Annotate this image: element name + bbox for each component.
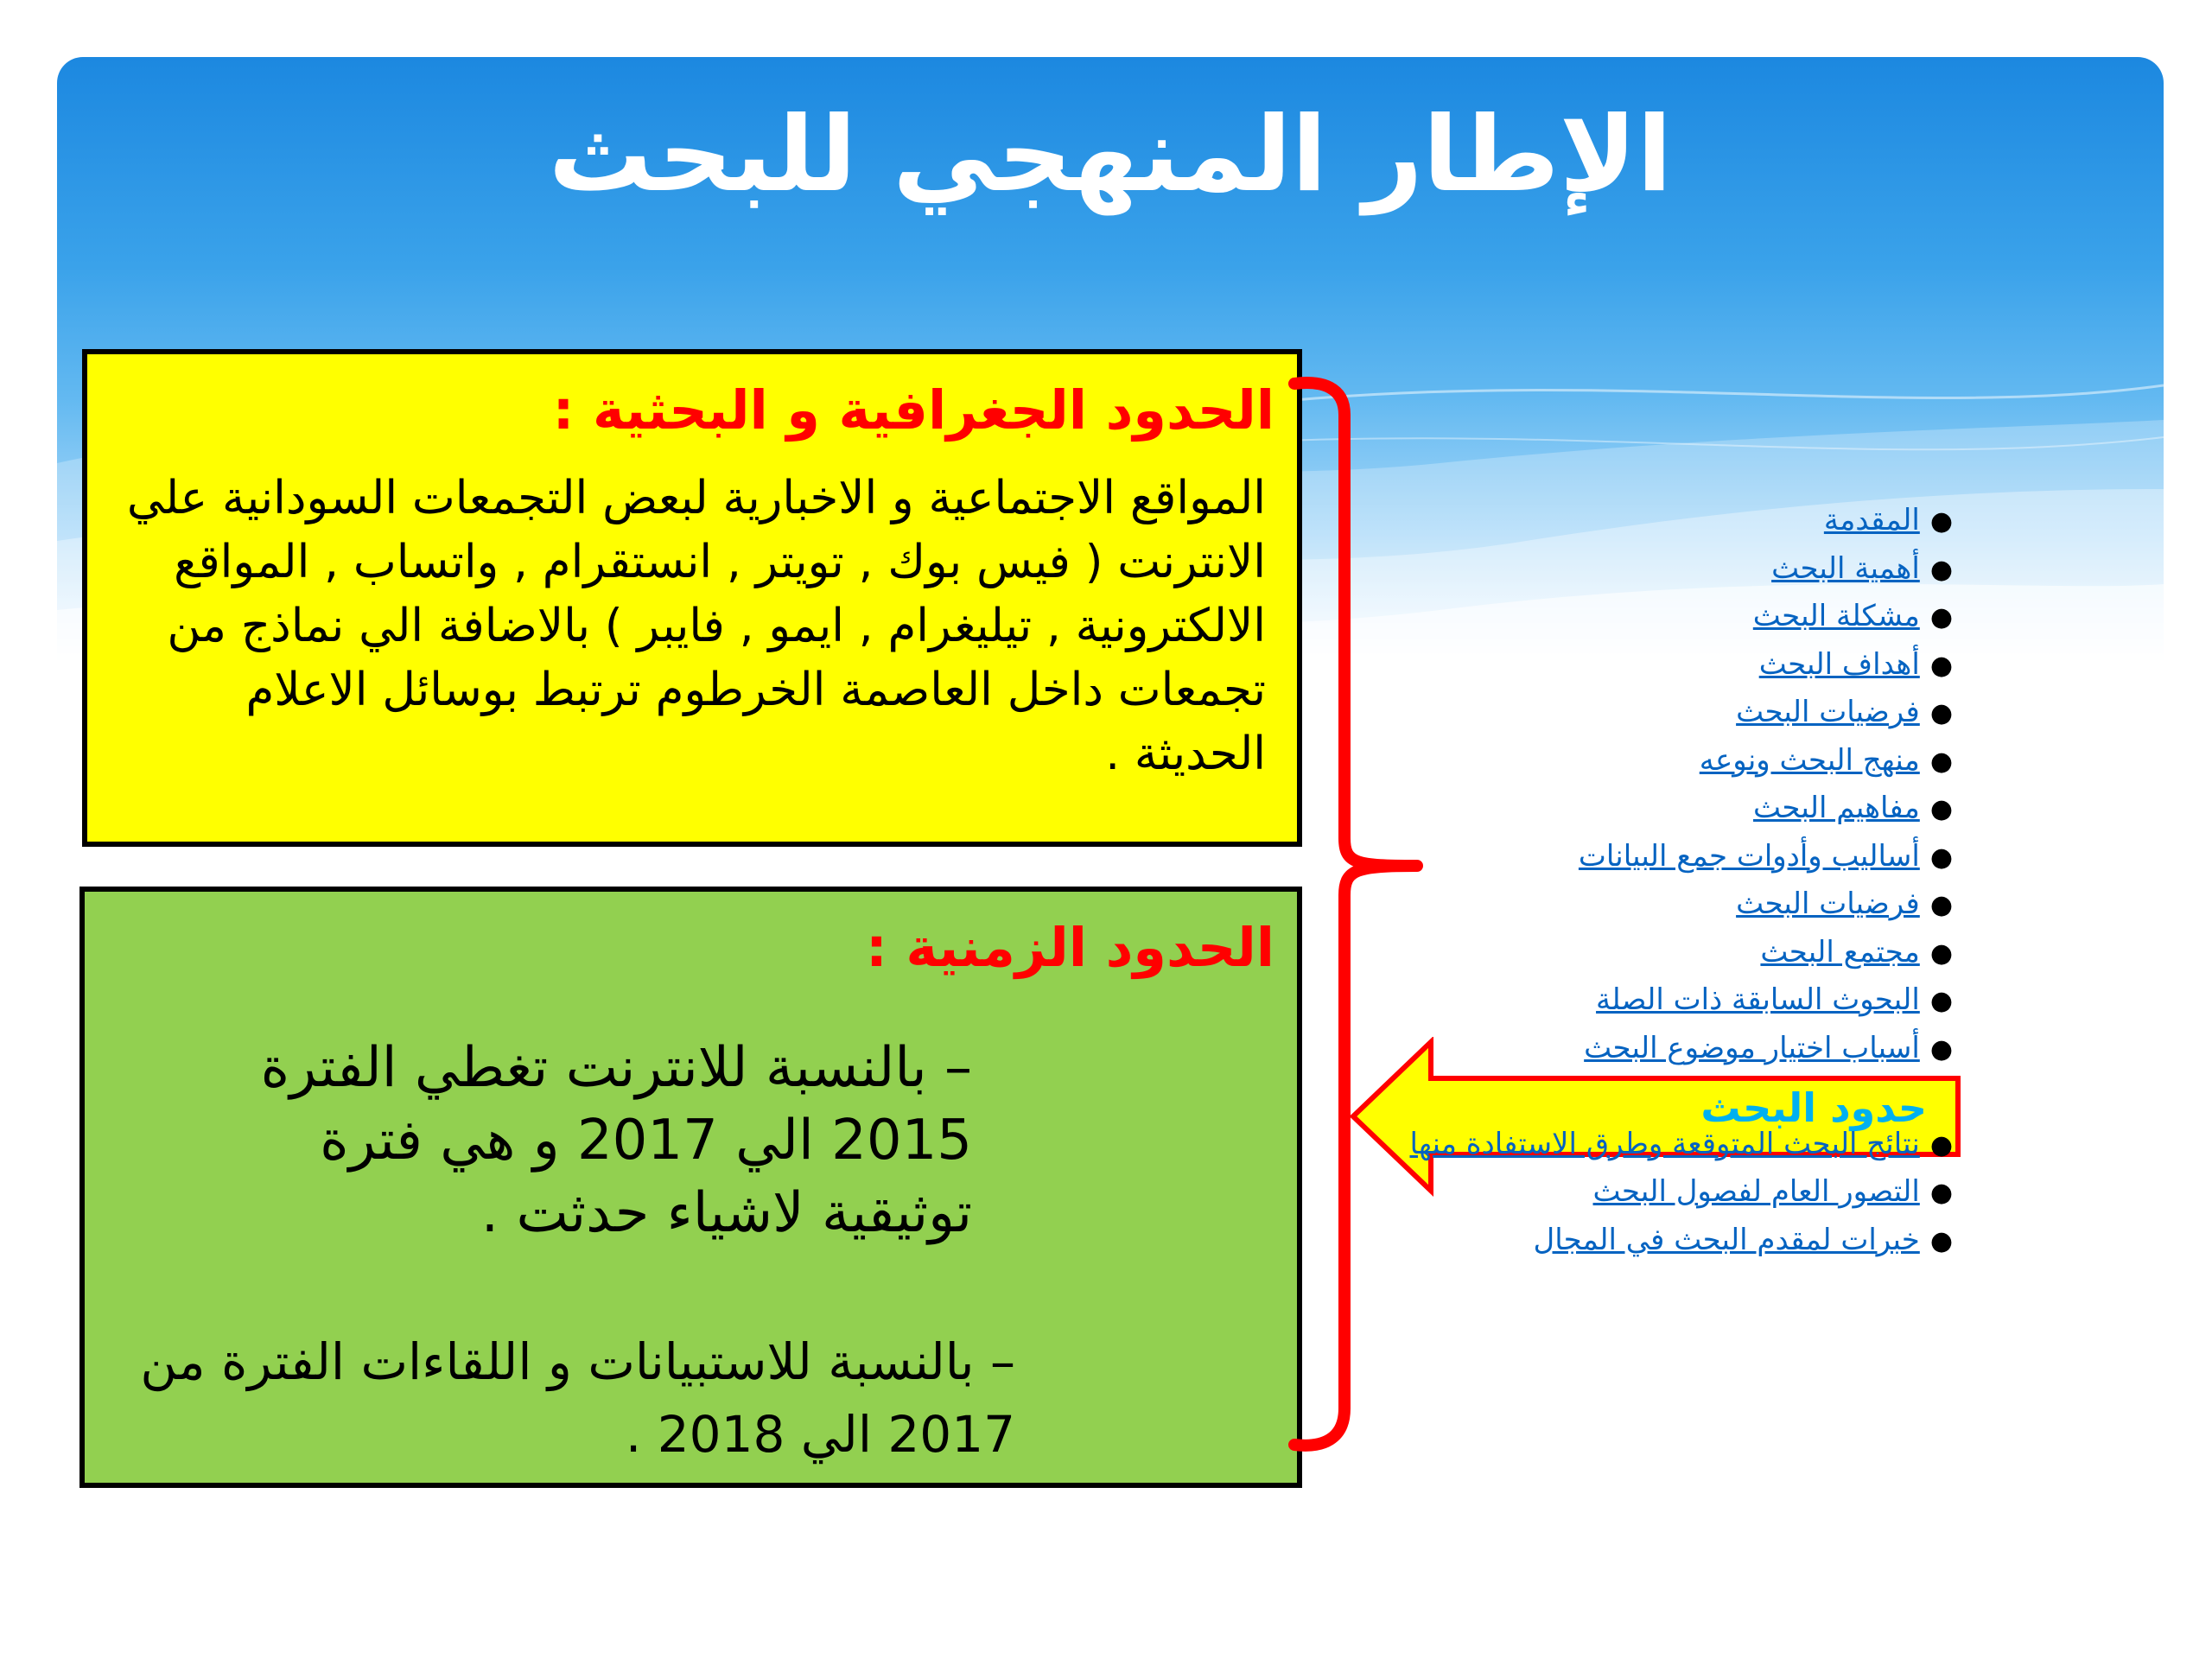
dash-bullet: – (926, 1036, 972, 1100)
toc-item[interactable] (1279, 1217, 1953, 1265)
toc-link[interactable]: أساليب وأدوات جمع البيانات (1578, 838, 1920, 874)
bullet-icon: ● (1929, 890, 1953, 920)
toc-item[interactable] (1279, 833, 1953, 881)
time-limits-item-internet-text: بالنسبة للانترنت تغطي الفترة 2015 الي 2017 و هي فترة توثيقية لاشياء حدثت . (260, 1036, 972, 1245)
toc-item[interactable] (1279, 737, 1953, 785)
time-limits-box (79, 887, 1302, 1488)
toc-item[interactable] (1279, 1121, 1953, 1169)
toc-link[interactable]: أهداف البحث (1758, 646, 1920, 682)
toc-item[interactable] (1279, 593, 1953, 641)
geographic-limits-box (82, 349, 1302, 847)
page-title: الإطار المنهجي للبحث (548, 95, 1673, 215)
bullet-icon: ● (1929, 746, 1953, 777)
toc-item[interactable] (1279, 641, 1953, 690)
time-limits-heading: الحدود الزمنية : (865, 916, 1274, 979)
bullet-icon: ● (1929, 698, 1953, 728)
toc-link[interactable]: فرضيات البحث (1736, 695, 1920, 729)
toc-gap (1279, 1072, 1953, 1121)
geographic-limits-text: المواقع الاجتماعية و الاخبارية لبعض التجمعات السودانية علي الانترنت ( فيس بوك , تويتر , انستقرام , واتساب , المواقع الالكترونية , تيليغرام , ايمو , فايبر ) بالاضافة الي نماذج من تجمعات داخل العاصمة الخرطوم ترتبط بوسائل الاعلام الحديثة . (126, 472, 1266, 780)
toc-link[interactable]: نتائج البحث المتوقعة وطرق الاستفادة منها (1409, 1126, 1920, 1161)
dash-bullet: – (974, 1332, 1015, 1391)
geographic-limits-heading: الحدود الجغرافية و البحثية : (552, 378, 1274, 442)
bullet-icon: ● (1929, 938, 1953, 969)
toc-item[interactable] (1279, 545, 1953, 594)
toc-item[interactable] (1279, 929, 1953, 977)
toc-item[interactable] (1279, 785, 1953, 833)
bullet-icon: ● (1929, 602, 1953, 632)
time-limits-item-surveys-text: بالنسبة للاستبيانات و اللقاءات الفترة من 2017 الي 2018 . (140, 1332, 1015, 1464)
toc-link[interactable]: فرضيات البحث (1736, 887, 1920, 921)
toc-link[interactable]: خبرات لمقدم البحث في المجال (1533, 1222, 1920, 1257)
toc-link[interactable]: التصور العام لفصول البحث (1592, 1174, 1920, 1209)
bullet-icon: ● (1929, 554, 1953, 585)
toc-item[interactable] (1279, 497, 1953, 545)
toc-link[interactable]: المقدمة (1823, 503, 1920, 537)
toc-item[interactable] (1279, 1025, 1953, 1073)
toc-link[interactable]: مشكلة البحث (1752, 599, 1920, 633)
time-limits-item-surveys (107, 1325, 1015, 1471)
toc-item[interactable] (1279, 880, 1953, 929)
bullet-icon: ● (1929, 1178, 1953, 1208)
toc-link[interactable]: أسباب اختيار موضوع البحث (1584, 1030, 1920, 1065)
arrow-label: حدود البحث (1700, 1084, 1927, 1131)
bullet-icon: ● (1929, 1033, 1953, 1065)
toc-item[interactable] (1279, 1168, 1953, 1217)
bullet-icon: ● (1929, 506, 1953, 537)
bullet-icon: ● (1929, 986, 1953, 1016)
toc-item[interactable] (1279, 976, 1953, 1025)
bullet-icon: ● (1929, 842, 1953, 873)
toc-link[interactable]: البحوث السابقة ذات الصلة (1596, 982, 1920, 1017)
bullet-icon: ● (1929, 650, 1953, 681)
toc-link[interactable]: منهج البحث ونوعه (1699, 742, 1920, 778)
bullet-icon: ● (1929, 1225, 1953, 1256)
table-of-contents (1279, 497, 1953, 1264)
bullet-icon: ● (1929, 794, 1953, 824)
time-limits-item-internet (159, 1032, 972, 1249)
bullet-icon: ● (1929, 1129, 1953, 1160)
toc-link[interactable]: مجتمع البحث (1760, 934, 1920, 969)
toc-link[interactable]: أهمية البحث (1771, 550, 1920, 586)
toc-link[interactable]: مفاهيم البحث (1753, 791, 1920, 825)
toc-item[interactable] (1279, 689, 1953, 737)
